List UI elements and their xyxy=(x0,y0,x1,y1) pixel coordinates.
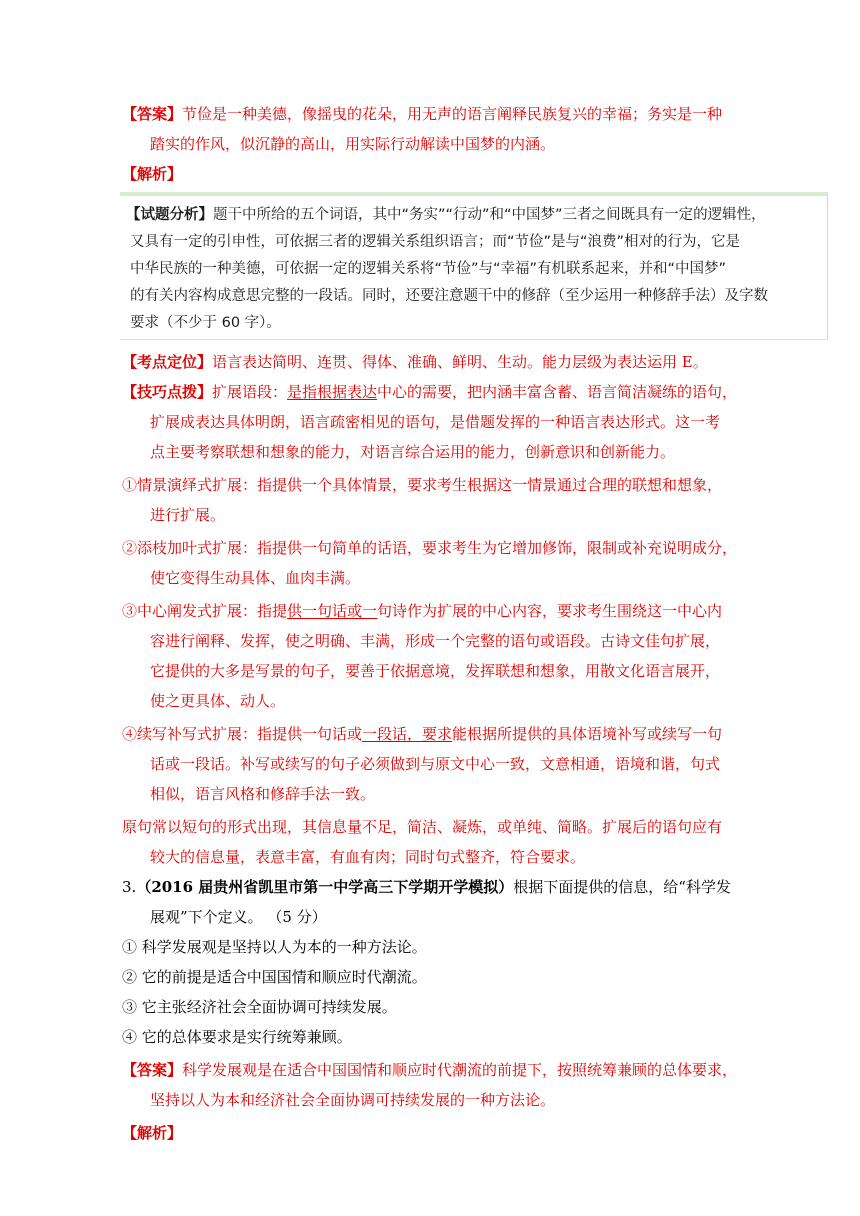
summary-line: 原句常以短句的形式出现，其信息量不足，简洁、凝炼，或单纯、简略。扩展后的语句应有 xyxy=(122,818,723,836)
analysis-tag: 【解析】 xyxy=(122,165,183,183)
item-2-line: 使它变得生动具体、血肉丰满。 xyxy=(150,569,361,587)
question-number: 3. xyxy=(122,878,137,896)
summary-line: 较大的信息量，表意丰富，有血有肉；同时句式整齐，符合要求。 xyxy=(150,848,586,866)
analysis-tag: 【解析】 xyxy=(122,1124,183,1142)
kaodian-text: 语言表达简明、连贯、得体、准确、鲜明、生动。能力层级为表达运用 E。 xyxy=(212,353,708,371)
question-text-line: 展观”下个定义。 （5 分） xyxy=(150,908,327,926)
analysis-box-line: 又具有一定的引申性，可依据三者的逻辑关系组织语言；而“节俭”是与“浪费”相对的行为，它是 xyxy=(130,234,741,250)
jiqiao-text: 扩展语段： xyxy=(212,383,288,401)
analysis-box-line: 中华民族的一种美德，可依据一定的逻辑关系将“节俭”与“幸福”有机联系起来，并和“中国梦” xyxy=(130,261,727,277)
item-3-line: 它提供的大多是写景的句子，要善于依据意境，发挥联想和想象，用散文化语言展开， xyxy=(150,662,721,680)
item-4-text: ④续写补写式扩展：指提供一句话或 xyxy=(122,725,363,743)
underlined-text: 是指根据表达 xyxy=(287,383,378,401)
answer-text-line: 坚持以人为本和经济社会全面协调可持续发展的一种方法论。 xyxy=(150,1091,556,1109)
item-1-line: ①情景演绎式扩展：指提供一个具体情景，要求考生根据这一情景通过合理的联想和想象， xyxy=(122,476,723,494)
item-3-text: ③中心阐发式扩展：指提 xyxy=(122,602,288,620)
question-option: ① 科学发展观是坚持以人为本的一种方法论。 xyxy=(122,938,427,956)
answer-section-1 xyxy=(122,99,742,189)
item-4-line: 相似，语言风格和修辞手法一致。 xyxy=(150,785,376,803)
item-4-line: 话或一段话。补写或续写的句子必须做到与原文中心一致，文意相通，语境和谐，句式 xyxy=(150,755,721,773)
answer-text-line: 节俭是一种美德，像摇曳的花朵，用无声的语言阐释民族复兴的幸福；务实是一种 xyxy=(182,105,723,123)
analysis-box-line: 题干中所给的五个词语，其中“务实”“行动”和“中国梦”三者之间既具有一定的逻辑性， xyxy=(213,207,766,223)
kaodian-tag: 【考点定位】 xyxy=(122,353,213,371)
analysis-box-line: 的有关内容构成意思完整的一段话。同时，还要注意题干中的修辞（至少运用一种修辞手法）及字数 xyxy=(130,288,768,304)
analysis-box-line: 要求（不少于 60 字）。 xyxy=(130,315,281,331)
question-option: ④ 它的总体要求是实行统筹兼顾。 xyxy=(122,1028,352,1046)
answer-text-line: 科学发展观是在适合中国国情和顺应时代潮流的前提下，按照统筹兼顾的总体要求， xyxy=(182,1061,738,1079)
question-option: ③ 它主张经济社会全面协调可持续发展。 xyxy=(122,998,397,1016)
answer-text-line: 踏实的作风，似沉静的高山，用实际行动解读中国梦的内涵。 xyxy=(150,135,556,153)
jiqiao-text-line: 扩展成表达具体明朗，语言疏密相见的语句，是借题发挥的一种语言表达形式。这一考 xyxy=(150,413,721,431)
question-text: 根据下面提供的信息，给“科学发 xyxy=(513,878,731,896)
underlined-text: 一段话，要求 xyxy=(362,725,453,743)
item-3-line: 容进行阐释、发挥，使之明确、丰满，形成一个完整的语句或语段。古诗文佳句扩展， xyxy=(150,632,721,650)
jiqiao-text: 中心的需要，把内涵丰富含蓄、语言简洁凝练的语句， xyxy=(377,383,738,401)
item-4-text: 能根据所提供的具体语境补写或续写一句 xyxy=(452,725,723,743)
jiqiao-text-line: 点主要考察联想和想象的能力，对语言综合运用的能力，创新意识和创新能力。 xyxy=(150,443,676,461)
main-body xyxy=(122,347,742,1148)
item-2-line: ②添枝加叶式扩展：指提供一句简单的话语，要求考生为它增加修饰，限制或补充说明成分， xyxy=(122,539,738,557)
answer-tag: 【答案】 xyxy=(122,1061,183,1079)
question-3 xyxy=(122,872,742,1052)
question-source: （2016 届贵州省凯里市第一中学高三下学期开学模拟） xyxy=(136,878,514,896)
analysis-image-box xyxy=(120,192,828,340)
item-1-line: 进行扩展。 xyxy=(150,506,226,524)
underlined-text: 供一句话或一 xyxy=(287,602,378,620)
item-3-text: 句诗作为扩展的中心内容，要求考生围绕这一中心内 xyxy=(377,602,723,620)
item-3-line: 使之更具体、动人。 xyxy=(150,692,286,710)
analysis-box-tag: 【试题分析】 xyxy=(126,207,213,223)
answer-tag: 【答案】 xyxy=(122,105,183,123)
jiqiao-tag: 【技巧点拨】 xyxy=(122,383,213,401)
question-option: ② 它的前提是适合中国国情和顺应时代潮流。 xyxy=(122,968,427,986)
